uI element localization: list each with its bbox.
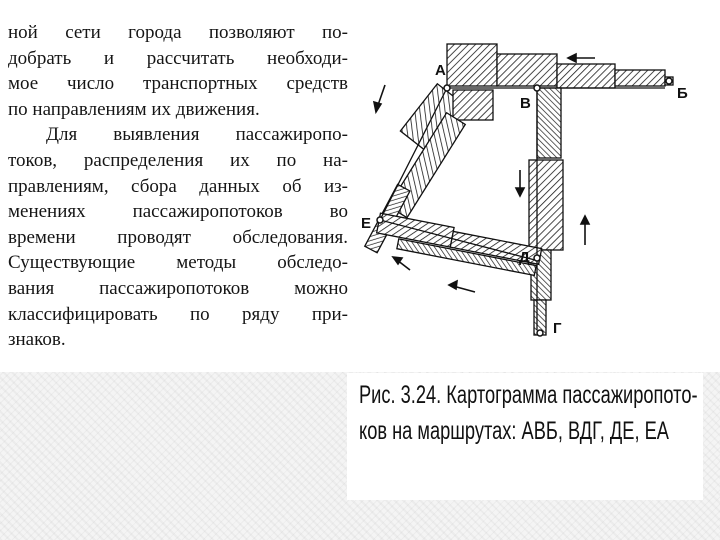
text-line: добрать и рассчитать необходи- [8, 47, 348, 69]
text-line: менениях пассажиропотоков во [8, 201, 348, 223]
node-label-a: А [435, 62, 446, 79]
flow-band [453, 90, 493, 120]
flow-band [557, 64, 615, 88]
node-label-g: Г [553, 320, 562, 337]
text-line: мое число транспортных средств [8, 73, 348, 95]
node-marker [534, 255, 540, 261]
text-line: знаков. [8, 329, 66, 351]
body-text [8, 20, 348, 353]
direction-arrow-icon [449, 281, 475, 292]
caption-line: ков на маршрутах: АВБ, ВДГ, ДЕ, ЕА [359, 417, 669, 445]
text-line: по направлениям их движения. [8, 98, 260, 120]
text-line: вания пассажиропотоков можно [8, 277, 348, 299]
node-label-v: В [520, 95, 531, 112]
text-line: токов, распределения их по на- [8, 149, 348, 171]
direction-arrow-icon [516, 170, 524, 196]
direction-arrow-icon [393, 257, 410, 270]
text-line: Существующие методы обследо- [8, 252, 348, 274]
figure-caption-box [347, 373, 703, 500]
text-line: правлениям, сбора данных об из- [8, 175, 348, 197]
node-marker [444, 85, 450, 91]
text-line: времени проводят обследования. [8, 226, 348, 248]
caption-line: Рис. 3.24. Картограмма пассажиропото- [359, 381, 698, 409]
figure-caption [359, 377, 698, 449]
node-label-b: Б [677, 85, 688, 102]
text-line: ной сети города позволяют по- [8, 22, 348, 43]
node-label-e: Е [361, 215, 372, 232]
direction-arrow-icon [581, 216, 589, 245]
direction-arrow-icon [568, 54, 595, 62]
flow-band [615, 70, 665, 86]
node-label-d: Д [519, 249, 530, 266]
direction-arrow-icon [374, 85, 385, 112]
text-line: Для выявления пассажиропо- [46, 124, 348, 146]
flow-band [497, 54, 557, 86]
text-line: классифицировать по ряду при- [8, 303, 348, 325]
flow-band [447, 44, 497, 86]
node-marker [666, 78, 672, 84]
flow-band [537, 88, 561, 158]
node-marker [537, 330, 543, 336]
passenger-flow-cartogram [355, 30, 705, 360]
node-marker [377, 217, 383, 223]
node-marker [534, 85, 540, 91]
flow-band [529, 160, 563, 250]
